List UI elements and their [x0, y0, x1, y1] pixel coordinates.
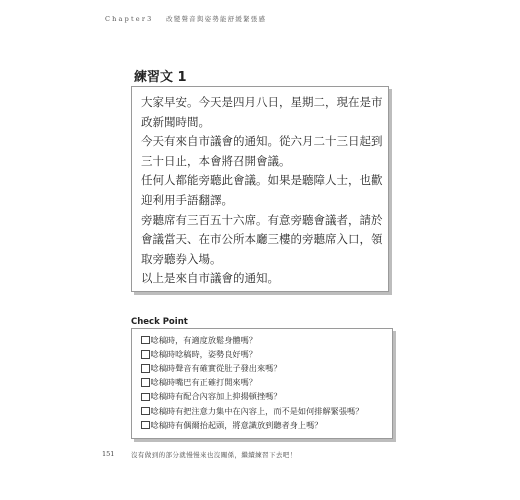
- checkbox[interactable]: [141, 350, 150, 359]
- section-title: 練習文 1: [134, 70, 187, 85]
- checkpoint-list: [141, 333, 363, 432]
- checklist-item: [141, 376, 363, 390]
- checkbox[interactable]: [141, 421, 150, 430]
- checklist-item: [141, 333, 363, 347]
- chapter-subtitle: 改變聲音與姿勢能舒緩緊張感: [166, 15, 267, 23]
- practice-paragraph: 今天有來自市議會的通知。從六月二十三日起到三十日止，本會將召開會議。: [141, 134, 383, 168]
- practice-paragraph: 任何人都能旁聽此會議。如果是聽障人士，也歡迎利用手語翻譯。: [141, 173, 383, 207]
- checkbox[interactable]: [141, 407, 150, 416]
- checklist-item-label: 唸稿時，有適度放鬆身體嗎？: [150, 334, 257, 345]
- checklist-item-label: 唸稿時有配合內容加上抑揚頓挫嗎？: [150, 391, 282, 402]
- checklist-item: [141, 361, 363, 375]
- checkbox[interactable]: [141, 336, 150, 345]
- chapter-label: Chapter3: [105, 15, 154, 23]
- page-number: 151: [102, 450, 115, 458]
- checklist-item-label: 唸稿時唸稿時，姿勢良好嗎？: [150, 348, 257, 359]
- checklist-item: [141, 390, 363, 404]
- footer-note: 沒有做到的部分就慢慢來也沒關係，繼續練習下去吧！: [131, 451, 297, 459]
- practice-text: [141, 93, 386, 289]
- checkpoint-title: Check Point: [131, 317, 188, 327]
- checklist-item: [141, 347, 363, 361]
- running-header: [105, 14, 266, 23]
- checkbox[interactable]: [141, 378, 150, 387]
- checklist-item-label: 唸稿時有把注意力集中在內容上，而不是如何排解緊張嗎？: [150, 405, 364, 416]
- checklist-item-label: 唸稿時有偶爾抬起頭，將意識放到聽者身上嗎？: [150, 419, 323, 430]
- checklist-item-label: 唸稿時嘴巴有正確打開來嗎？: [150, 377, 257, 388]
- practice-paragraph: 大家早安。今天是四月八日，星期二，現在是市政新聞時間。: [141, 95, 383, 129]
- practice-paragraph: 以上是來自市議會的通知。: [141, 271, 279, 286]
- checklist-item: [141, 404, 363, 418]
- checklist-item: [141, 418, 363, 432]
- practice-paragraph: 旁聽席有三百五十六席。有意旁聽會議者，請於會議當天、在市公所本廳三樓的旁聽席入口，領取旁聽券入場。: [141, 212, 383, 266]
- checkbox[interactable]: [141, 364, 150, 373]
- checkbox[interactable]: [141, 393, 150, 402]
- checklist-item-label: 唸稿時聲音有確實從肚子發出來嗎？: [150, 362, 282, 373]
